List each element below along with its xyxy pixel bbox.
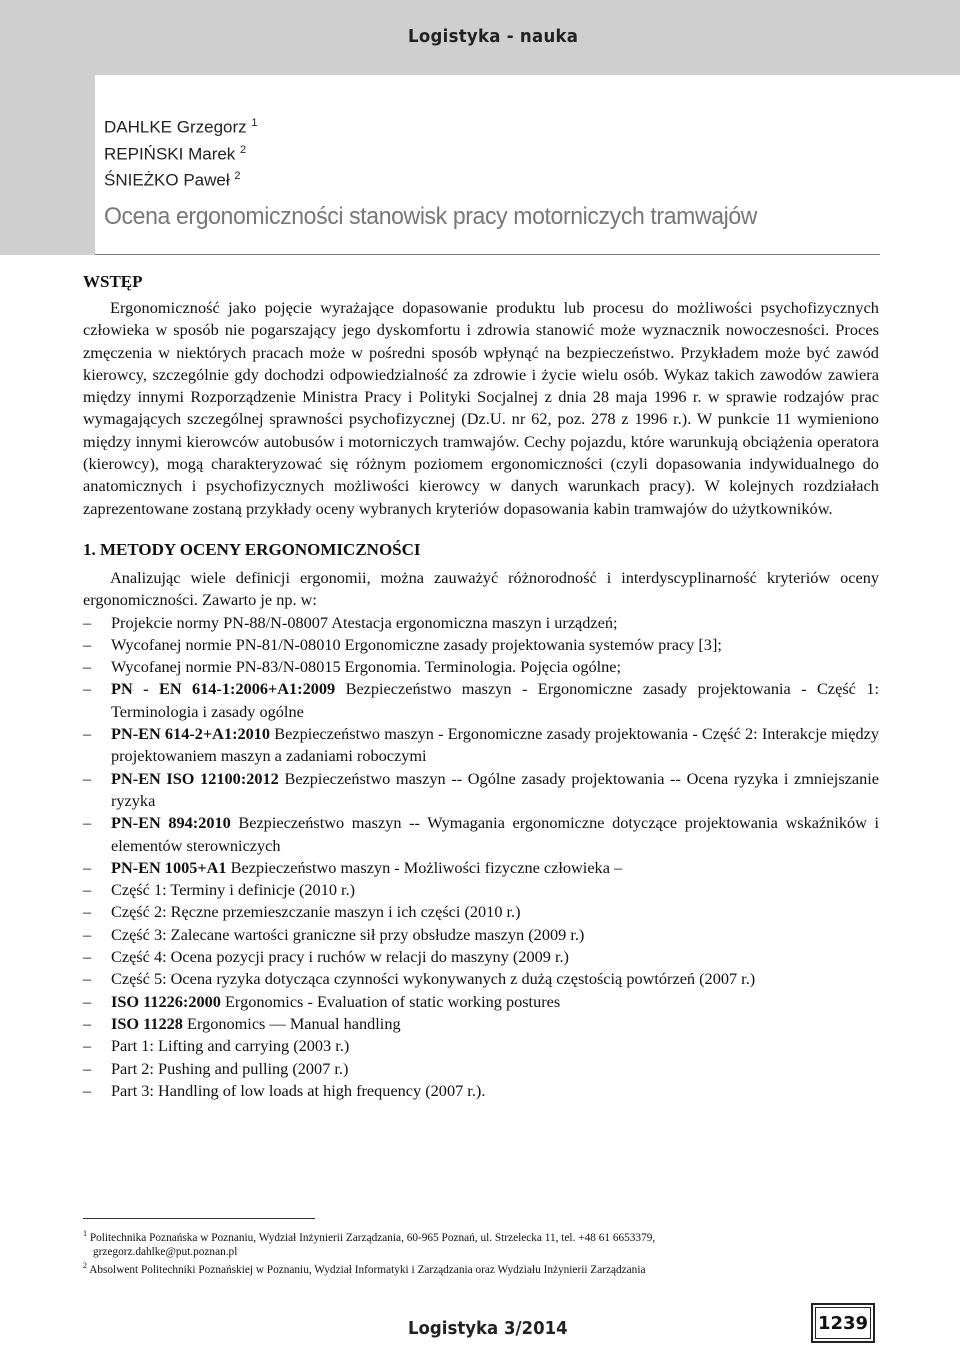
list-dash: – <box>83 991 92 1011</box>
author: DAHLKE Grzegorz $^1$ <box>104 117 258 137</box>
title-divider <box>95 254 880 255</box>
list-item <box>83 678 879 723</box>
journal-header: Logistyka - nauka <box>408 26 579 47</box>
list-item <box>83 768 879 813</box>
standard-text: Część 2: Ręczne przemieszczanie maszyn i ich części (2010 r.) <box>111 902 521 922</box>
standard-text: Część 5: Ocena ryzyka dotycząca czynności wykonywanych z dużą częstością powtórzeń (2007 r.) <box>111 969 756 989</box>
standard-code: PN-EN ISO 12100:2012 <box>111 768 279 788</box>
methods-intro-paragraph: Analizując wiele definicji ergonomii, można zauważyć różnorodność i interdyscyplinarność kryteriów oceny ergonomiczności. Zawarto je np. w: <box>83 567 879 610</box>
article-body <box>83 272 879 1102</box>
standard-text: Część 1: Terminy i definicje (2010 r.) <box>111 880 356 900</box>
standards-list <box>83 612 879 1103</box>
footnote: $^1$ Politechnika Poznańska w Poznaniu, Wydział Inżynierii Zarządzania, 60-965 Poznań, ul. Strzelecka 11, tel. +48 61 6653379, <box>83 1229 656 1244</box>
list-dash: – <box>83 902 92 922</box>
title-side-band <box>0 75 95 255</box>
standard-text: Bezpieczeństwo maszyn - Ergonomiczne zasady projektowania - Część 1: Terminologia i zasady ogólne <box>111 679 879 721</box>
list-dash: – <box>83 880 92 900</box>
standard-text: Wycofanej normie PN-83/N-08015 Ergonomia. Terminologia. Pojęcia ogólne; <box>111 657 622 677</box>
list-item <box>83 656 879 678</box>
list-dash: – <box>83 1080 92 1100</box>
list-dash: – <box>83 657 92 677</box>
standard-text: Bezpieczeństwo maszyn - Ergonomiczne zasady projektowania - Część 2: Interakcje między projektowaniem maszyn a zadaniami roboczymi <box>111 724 879 766</box>
list-item <box>83 723 879 768</box>
list-dash: – <box>83 1036 92 1056</box>
list-item <box>83 1058 879 1080</box>
list-dash: – <box>83 679 92 699</box>
list-item <box>83 1080 879 1102</box>
list-dash: – <box>83 724 92 744</box>
footer-journal: Logistyka 3/2014 <box>408 1318 568 1339</box>
list-dash: – <box>83 857 92 877</box>
footnotes <box>83 1227 879 1277</box>
list-dash: – <box>83 612 92 632</box>
footnote-email: grzegorz.dahlke@put.poznan.pl <box>93 1245 238 1258</box>
standard-text: Ergonomics — Manual handling <box>182 1013 401 1033</box>
list-item <box>83 991 879 1013</box>
list-item <box>83 634 879 656</box>
author: ŚNIEŻKO Paweł $^2$ <box>104 170 241 190</box>
list-item <box>83 1035 879 1057</box>
standard-text: Część 3: Zalecane wartości graniczne sił przy obsłudze maszyn (2009 r.) <box>111 924 585 944</box>
footnote: $^2$ Absolwent Politechniki Poznańskiej w Poznaniu, Wydział Informatyki i Zarządzania oraz Wydziału Inżynierii Zarządzania <box>83 1260 646 1276</box>
author: REPIŃSKI Marek $^2$ <box>104 143 247 164</box>
list-dash: – <box>83 768 92 788</box>
list-dash: – <box>83 969 92 989</box>
standard-text: Bezpieczeństwo maszyn - Możliwości fizyczne człowieka – <box>226 857 623 877</box>
list-item <box>83 1013 879 1035</box>
list-dash: – <box>83 813 92 833</box>
paper-title: Ocena ergonomiczności stanowisk pracy motorniczych tramwajów <box>104 203 758 230</box>
standard-code: PN-EN 1005+A1 <box>111 857 227 877</box>
page-number: 1239 <box>815 1307 871 1339</box>
standard-text: Projekcie normy PN-88/N-08007 Atestacja ergonomiczna maszyn i urządzeń; <box>111 612 618 632</box>
list-item <box>83 901 879 923</box>
page-number-box <box>811 1303 875 1343</box>
author-list <box>104 112 258 192</box>
intro-paragraph: Ergonomiczność jako pojęcie wyrażające dopasowanie produktu lub procesu do możliwości psychofizycznych człowieka w sposób nie pogarszający jego dyskomfortu i zdrowia stanowić może wyznacznik nowoczesności. Proces zmęczenia w niektórych pracach może w pośredni sposób wpłynąć na bezpieczeństwo. Przykładem może być zawód kierowcy, szczególnie gdy dochodzi odpowiedzialność za zdrowie i życie wielu osób. Wykaz takich zawodów zawiera między innymi Rozporządzenie Ministra Pracy i Polityki Socjalnej z dnia 28 maja 1996 r. w sprawie rodzajów prac wymagających szczególnej sprawności psychofizycznej (Dz.U. nr 62, poz. 278 z 1996 r.). W punkcie 11 wymieniono między innymi kierowców autobusów i motorniczych tramwajów. Cechy pojazdu, które warunkują obciążenia operatora (kierowcy), mogą charakteryzować się różnym poziomem ergonomiczności (czyli dopasowania indywidualnego do anatomicznych i psychofizycznych możliwości kierowcy w danych warunkach pracy). W kolejnych rozdziałach zaprezentowane zostaną przykłady oceny wybranych kryteriów dopasowania kabin tramwajów do użytkowników. <box>83 298 879 518</box>
standard-code: PN-EN 614-2+A1:2010 <box>111 724 271 744</box>
list-dash: – <box>83 947 92 967</box>
standard-text: Part 3: Handling of low loads at high frequency (2007 r.). <box>111 1080 486 1100</box>
standard-text: Ergonomics - Evaluation of static working postures <box>220 991 561 1011</box>
list-dash: – <box>83 634 92 654</box>
standard-text: Bezpieczeństwo maszyn -- Ogólne zasady projektowania -- Ocena ryzyka i zmniejszanie ryzyka <box>111 768 879 810</box>
list-dash: – <box>83 1013 92 1033</box>
standard-code: ISO 11228 <box>111 1013 183 1033</box>
standard-code: PN-EN 894:2010 <box>111 813 231 833</box>
standard-text: Część 4: Ocena pozycji pracy i ruchów w relacji do maszyny (2009 r.) <box>111 947 569 967</box>
section-heading: WSTĘP <box>83 272 143 291</box>
list-item <box>83 857 879 879</box>
list-item <box>83 924 879 946</box>
standard-text: Wycofanej normie PN-81/N-08010 Ergonomiczne zasady projektowania systemów pracy [3]; <box>111 634 722 654</box>
section-heading: 1. METODY OCENY ERGONOMICZNOŚCI <box>83 539 421 559</box>
list-item <box>83 812 879 857</box>
footnote-divider <box>83 1218 315 1219</box>
list-dash: – <box>83 1058 92 1078</box>
list-item <box>83 968 879 990</box>
standard-code: PN - EN 614-1:2006+A1:2009 <box>111 679 336 699</box>
list-item <box>83 946 879 968</box>
list-item <box>83 879 879 901</box>
list-dash: – <box>83 924 92 944</box>
standard-text: Bezpieczeństwo maszyn -- Wymagania ergonomiczne dotyczące projektowania wskaźników i elementów sterowniczych <box>111 813 880 855</box>
list-item <box>83 612 879 634</box>
standard-text: Part 2: Pushing and pulling (2007 r.) <box>111 1058 349 1078</box>
standard-text: Part 1: Lifting and carrying (2003 r.) <box>111 1036 350 1056</box>
standard-code: ISO 11226:2000 <box>111 991 221 1011</box>
